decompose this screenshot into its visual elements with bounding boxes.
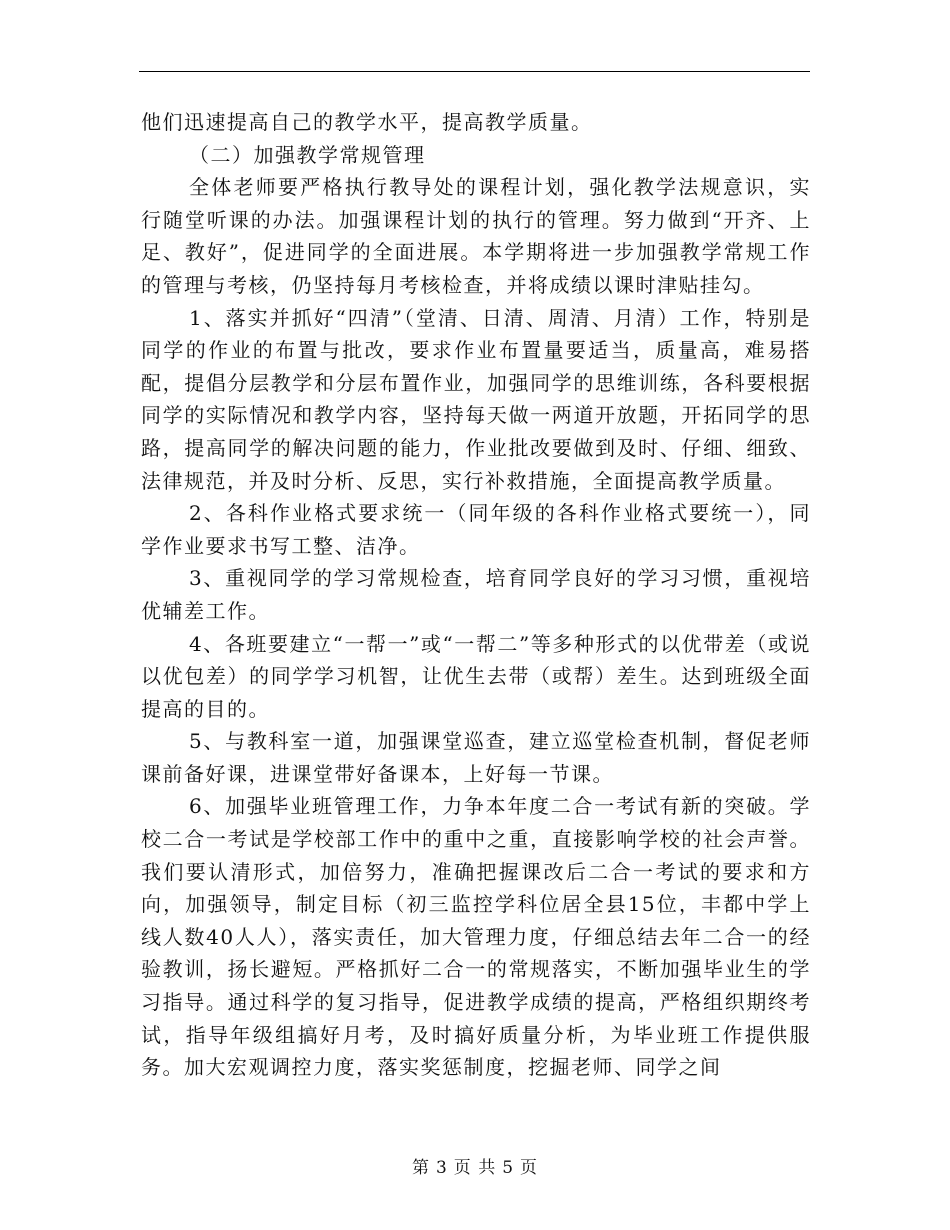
page-total: 5 (502, 1158, 515, 1178)
list-item: 4、各班要建立“一帮一”或“一帮二”等多种形式的以优带差（或说以优包差）的同学学习机智，让优生去带（或帮）差生。达到班级全面提高的目的。 (141, 631, 811, 721)
list-item: 3、重视同学的学习常规检查，培育同学良好的学习习惯，重视培优辅差工作。 (141, 566, 811, 623)
list-item: 1、落实并抓好“四清”（堂清、日清、周清、月清）工作，特别是同学的作业的布置与批改，要求作业布置量要适当，质量高，难易搭配，提倡分层教学和分层布置作业，加强同学的思维训练，各科要根据同学的实际情况和教学内容，坚持每天做一两道开放题，开拓同学的思路，提高同学的解决问题的能力，作业批改要做到及时、仔细、细致、法律规范，并及时分析、反思，实行补救措施，全面提高教学质量。 (141, 305, 811, 493)
document-body (141, 106, 811, 1084)
paragraph: 全体老师要严格执行教导处的课程计划，强化教学法规意识，实行随堂听课的办法。加强课程计划的执行的管理。努力做到“开齐、上足、教好”，促进同学的全面进展。本学期将进一步加强教学常规工作的管理与考核，仍坚持每月考核检查，并将成绩以课时津贴挂勾。 (141, 175, 811, 297)
page-footer (0, 1153, 950, 1178)
section-heading: （二）加强教学常规管理 (189, 142, 426, 167)
list-item: 5、与教科室一道，加强课堂巡查，建立巡堂检查机制，督促老师课前备好课，进课堂带好备课本，上好每一节课。 (141, 729, 811, 786)
page-number: 3 (435, 1158, 448, 1178)
list-item: 2、各科作业格式要求统一（同年级的各科作业格式要统一），同学作业要求书写工整、洁净。 (141, 501, 811, 558)
footer-middle: 页 共 (453, 1158, 497, 1178)
paragraph: 他们迅速提高自己的教学水平，提高教学质量。 (141, 110, 593, 134)
header-rule (139, 71, 810, 72)
list-item: 6、加强毕业班管理工作，力争本年度二合一考试有新的突破。学校二合一考试是学校部工作中的重中之重，直接影响学校的社会声誉。我们要认清形式，加倍努力，准确把握课改后二合一考试的要求和方向，加强领导，制定目标（初三监控学科位居全县15位，丰都中学上线人数40人人），落实责任，加大管理力度，仔细总结去年二合一的经验教训，扬长避短。严格抓好二合一的常规落实，不断加强毕业生的学习指导。通过科学的复习指导，促进教学成绩的提高，严格组织期终考试，指导年级组搞好月考，及时搞好质量分析，为毕业班工作提供服务。加大宏观调控力度，落实奖惩制度，挖掘老师、同学之间 (141, 794, 811, 1080)
footer-suffix: 页 (520, 1158, 539, 1178)
footer-prefix: 第 (411, 1158, 430, 1178)
